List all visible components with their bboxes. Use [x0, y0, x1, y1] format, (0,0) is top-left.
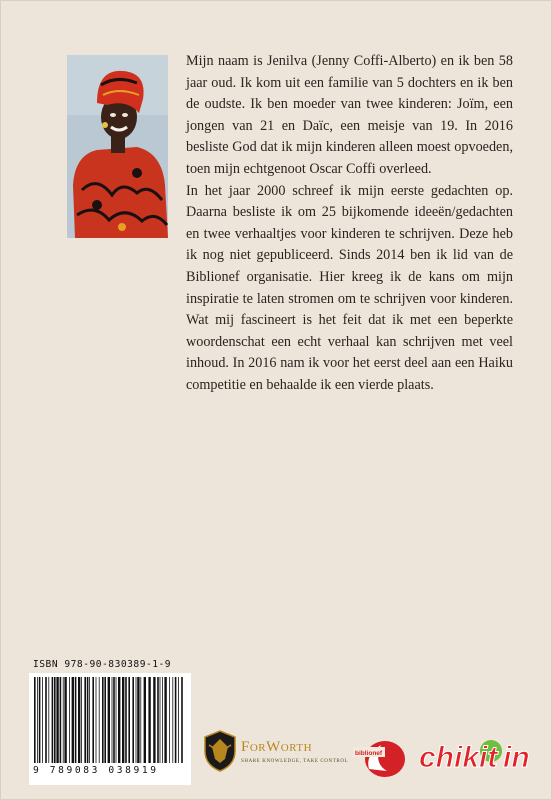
svg-text:in: in — [503, 741, 530, 774]
forworth-logo-name: ForWorth — [241, 739, 313, 755]
forworth-logo-tagline: SHARE KNOWLEDGE, TAKE CONTROL — [241, 759, 349, 764]
author-photo — [67, 55, 168, 238]
svg-text:it: it — [479, 741, 498, 774]
barcode-digits: 9 789083 038919 — [33, 765, 159, 776]
svg-text:chik: chik — [419, 741, 480, 774]
forworth-emblem-icon — [201, 729, 239, 773]
bio-paragraph-2: In het jaar 2000 schreef ik mijn eerste gedachten op. Daarna besliste ik om 25 bijkomende ideeën/gedachten en twee verhaaltjes voor kinderen te schrijven. Deze heb ik nog niet gepubliceerd. Sinds 2014 ben ik lid van de Biblionef organisatie. Hier kreeg ik de kans om mijn inspiratie te laten stromen om te schrijven voor kinderen. Wat mij fascineert is het feit dat ik met een beperkte woordenschat een echt verhaal kan schrijven met veel inhoud. In 2016 nam ik voor het eerst deel aan een Haiku competitie en behaalde ik een vierde plaats. — [186, 182, 513, 393]
bio-paragraph-1: Mijn naam is Jenilva (Jenny Coffi-Alberto) en ik ben 58 jaar oud. Ik kom uit een familie van 5 dochters en ik ben de oudste. Ik ben moeder van twee kinderen: Joïm, een jongen van 21 en Daïc, een meisje van 19. In 2016 besliste God dat ik mijn kinderen alleen moest opvoeden, toen mijn echtgenoot Oscar Coffi overleed. — [186, 53, 513, 177]
chikitin-logo-icon — [417, 731, 535, 777]
barcode-bars — [32, 677, 188, 763]
author-biography — [186, 51, 513, 397]
isbn-label: ISBN 978-90-830389-1-9 — [33, 659, 172, 670]
biblionef-logo-icon — [351, 735, 409, 779]
barcode — [29, 673, 191, 785]
svg-text:biblionef: biblionef — [355, 750, 383, 757]
